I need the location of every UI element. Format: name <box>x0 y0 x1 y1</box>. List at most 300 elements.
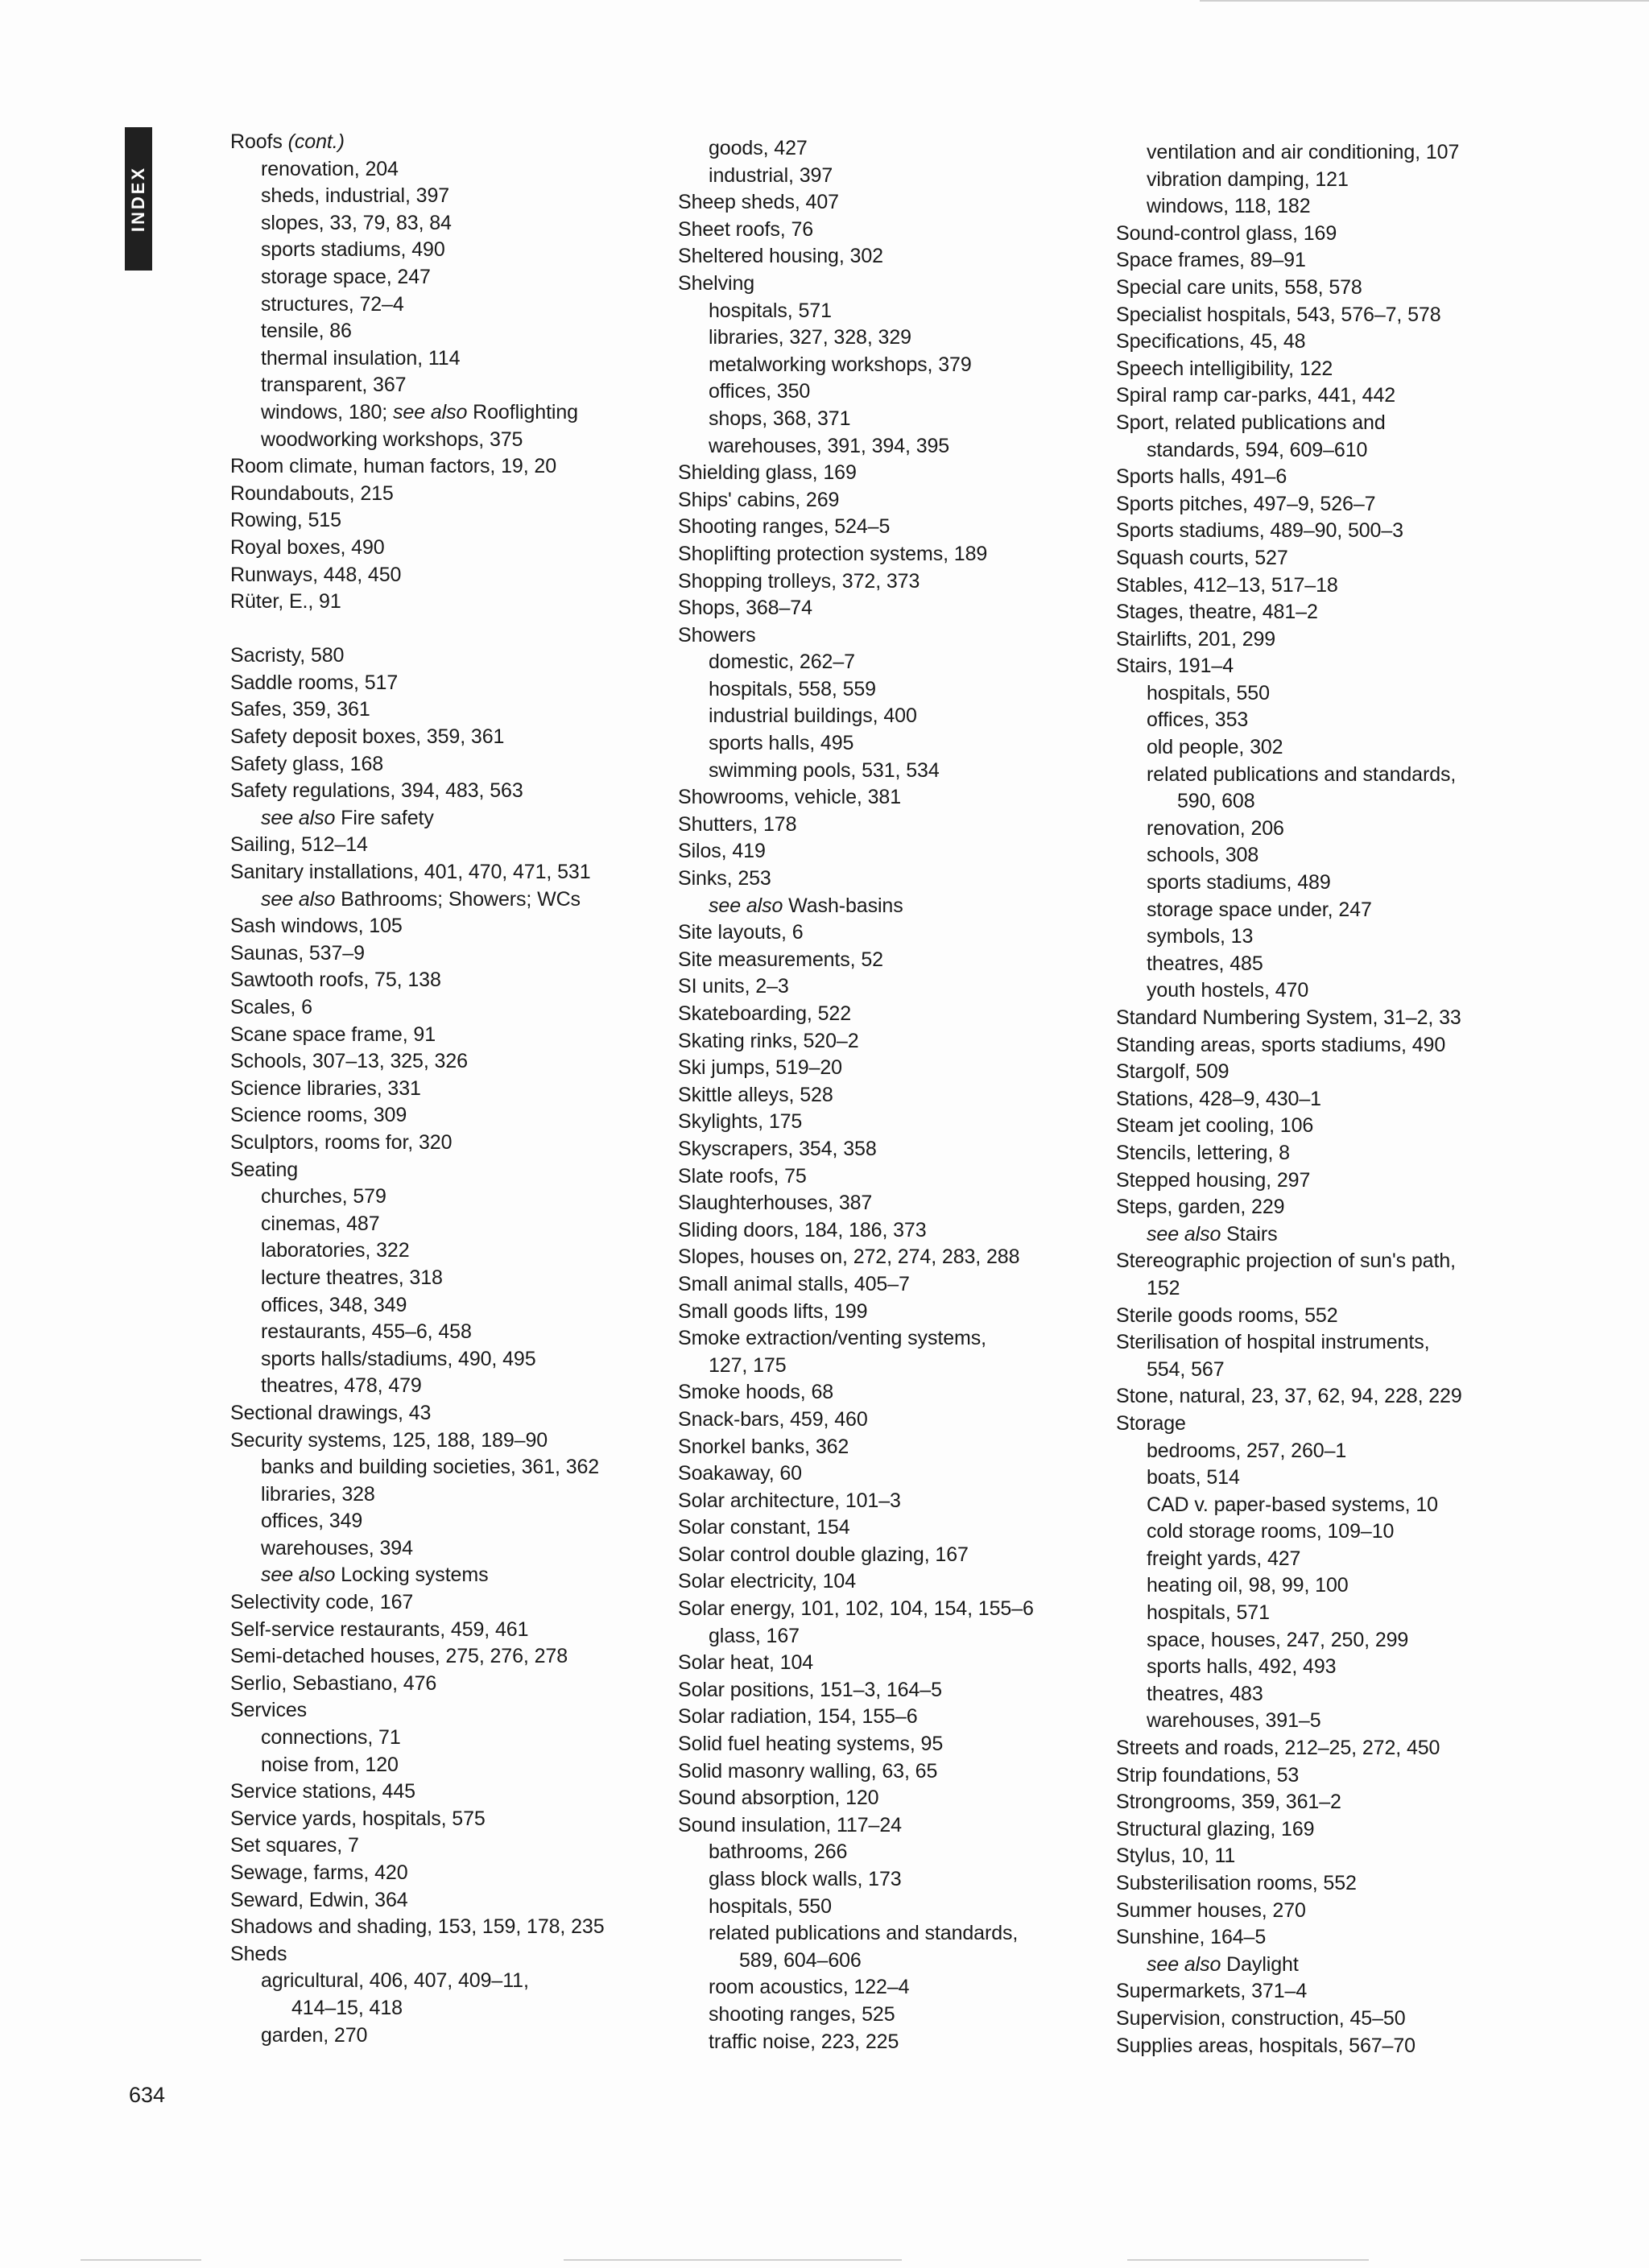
index-subentry <box>230 1346 665 1374</box>
index-heading <box>678 919 1113 947</box>
index-heading <box>678 812 1113 839</box>
index-entry-text: Squash courts, 527 <box>1116 546 1288 569</box>
index-entry-text: churches, 579 <box>261 1185 386 1208</box>
index-entry-text: Seward, Edwin, 364 <box>230 1888 408 1911</box>
index-subentry <box>678 324 1113 352</box>
index-subentry <box>1116 1952 1551 1979</box>
index-heading <box>1116 491 1551 518</box>
index-entry-text: Solar architecture, 101–3 <box>678 1489 901 1512</box>
index-heading <box>230 1102 665 1130</box>
index-entry-text: Solar heat, 104 <box>678 1651 814 1675</box>
index-entry-text: offices, 348, 349 <box>261 1293 407 1316</box>
index-entry-text: Shopping trolleys, 372, 373 <box>678 569 920 593</box>
index-entry-text: 127, 175 <box>709 1353 787 1377</box>
index-entry-text: swimming pools, 531, 534 <box>709 758 940 782</box>
index-entry-text: Solar electricity, 104 <box>678 1570 857 1593</box>
index-entry-text: 414–15, 418 <box>291 1996 403 2019</box>
index-entry-text: metalworking workshops, 379 <box>709 353 972 376</box>
index-entry-text: Shutters, 178 <box>678 812 797 836</box>
index-entry-text: Stairs, 191–4 <box>1116 655 1234 678</box>
index-heading <box>1116 1735 1551 1762</box>
index-entry-text: Sewage, farms, 420 <box>230 1861 408 1884</box>
index-heading <box>230 1832 665 1860</box>
index-subentry <box>230 291 665 319</box>
index-entry-text: Slaughterhouses, 387 <box>678 1192 873 1215</box>
index-subentry <box>1116 816 1551 843</box>
index-entry-text: Steps, garden, 229 <box>1116 1196 1285 1219</box>
index-subentry <box>230 264 665 291</box>
index-heading <box>678 1244 1113 1271</box>
index-entry-text: Space frames, 89–91 <box>1116 249 1306 272</box>
index-entry-text: Sheet roofs, 76 <box>678 217 814 241</box>
index-heading <box>678 1568 1113 1596</box>
index-entry-text: CAD v. paper-based systems, 10 <box>1147 1493 1438 1516</box>
index-subentry <box>1116 734 1551 762</box>
index-entry-text: Selectivity code, 167 <box>230 1591 414 1614</box>
index-entry-text: Seating <box>230 1158 299 1181</box>
index-entry-text: noise from, 120 <box>261 1753 399 1776</box>
index-subentry <box>678 1920 1113 1948</box>
index-heading <box>1116 1248 1551 1275</box>
index-entry-text: windows, 180; <box>261 400 393 423</box>
index-entry-text: Stables, 412–13, 517–18 <box>1116 573 1338 597</box>
index-heading <box>1116 410 1551 437</box>
index-entry-text: banks and building societies, 361, 362 <box>261 1456 600 1479</box>
index-heading <box>678 1299 1113 1326</box>
index-entry-text: schools, 308 <box>1147 844 1259 867</box>
index-heading <box>1116 1789 1551 1816</box>
index-heading <box>230 1400 665 1427</box>
index-subentry <box>678 1974 1113 2002</box>
index-heading <box>678 1677 1113 1704</box>
index-subentry <box>1116 897 1551 924</box>
index-subentry <box>1116 870 1551 897</box>
index-heading <box>1116 518 1551 545</box>
index-entry-text: Substerilisation rooms, 552 <box>1116 1872 1357 1894</box>
index-subentry <box>230 1373 665 1400</box>
index-heading <box>1116 1843 1551 1870</box>
index-entry-text: Sanitary installations, 401, 470, 471, 531 <box>230 861 591 884</box>
index-entry-text: warehouses, 394 <box>261 1536 413 1560</box>
index-subentry <box>678 758 1113 785</box>
index-heading <box>678 487 1113 514</box>
index-heading <box>1116 626 1551 654</box>
index-heading <box>678 1460 1113 1488</box>
index-subentry <box>1116 1492 1551 1519</box>
index-entry-text: Safes, 359, 361 <box>230 698 370 721</box>
index-entry-text: Skylights, 175 <box>678 1110 803 1134</box>
index-heading <box>230 1617 665 1644</box>
index-subentry <box>230 210 665 238</box>
index-heading <box>230 642 665 670</box>
index-entry-text: Safety regulations, 394, 483, 563 <box>230 779 523 803</box>
index-entry-text: Services <box>230 1699 308 1722</box>
index-entry-text: Stereographic projection of sun's path, <box>1116 1250 1456 1273</box>
index-heading <box>1116 382 1551 410</box>
index-entry-text: slopes, 33, 79, 83, 84 <box>261 211 452 234</box>
index-subentry <box>230 1725 665 1752</box>
index-entry-text: sports stadiums, 490 <box>261 238 445 262</box>
index-entry-text: Skateboarding, 522 <box>678 1002 852 1025</box>
index-entry-text: Sectional drawings, 43 <box>230 1401 432 1424</box>
index-entry-text: standards, 594, 609–610 <box>1147 438 1368 461</box>
index-entry-text: Scane space frame, 91 <box>230 1022 436 1046</box>
index-subentry <box>1116 707 1551 734</box>
index-entry-text: Strongrooms, 359, 361–2 <box>1116 1791 1341 1814</box>
index-entry-text: restaurants, 455–6, 458 <box>261 1320 472 1344</box>
index-entry-text: Smoke hoods, 68 <box>678 1381 834 1404</box>
index-column-2 <box>678 135 1113 2055</box>
index-heading <box>678 838 1113 865</box>
index-heading <box>1116 328 1551 356</box>
index-heading <box>1116 275 1551 302</box>
index-entry-text: Royal boxes, 490 <box>230 535 385 559</box>
index-entry-text: SI units, 2–3 <box>678 975 789 998</box>
index-entry-text: freight yards, 427 <box>1147 1547 1301 1570</box>
index-entry-text: youth hostels, 470 <box>1147 979 1309 1002</box>
index-entry-text: shops, 368, 371 <box>709 407 851 430</box>
index-entry-text: Speech intelligibility, 122 <box>1116 357 1333 380</box>
index-subentry <box>230 2022 665 2050</box>
index-entry-text: old people, 302 <box>1147 736 1283 759</box>
index-heading <box>1116 1032 1551 1060</box>
index-entry-text: boats, 514 <box>1147 1466 1240 1489</box>
index-entry-text: offices, 350 <box>709 380 811 403</box>
index-entry-text: Sport, related publications and <box>1116 411 1386 434</box>
index-heading <box>230 1048 665 1076</box>
index-entry-text: Snack-bars, 459, 460 <box>678 1407 868 1431</box>
index-heading <box>678 514 1113 541</box>
index-subentry <box>1116 951 1551 978</box>
index-entry-text: industrial, 397 <box>709 163 833 187</box>
index-entry-text: Solid fuel heating systems, 95 <box>678 1733 944 1756</box>
index-heading <box>230 1887 665 1915</box>
index-entry-text: Sound insulation, 117–24 <box>678 1813 902 1836</box>
index-subentry <box>678 1866 1113 1894</box>
index-entry-text: Shooting ranges, 524–5 <box>678 515 891 539</box>
index-entry-text: storage space, 247 <box>261 265 431 288</box>
index-entry-text: see also <box>392 400 468 423</box>
index-subentry <box>230 1562 665 1589</box>
index-entry-text: Stencils, lettering, 8 <box>1116 1141 1290 1164</box>
index-entry-text: related publications and standards, <box>709 1922 1019 1945</box>
index-heading <box>1116 1140 1551 1167</box>
index-entry-text: Rowing, 515 <box>230 509 341 532</box>
index-subentry <box>1116 1464 1551 1492</box>
index-heading <box>1116 599 1551 626</box>
index-heading <box>230 1671 665 1698</box>
index-heading <box>678 1217 1113 1245</box>
index-entry-text: Sunshine, 164–5 <box>1116 1926 1267 1949</box>
index-heading <box>230 129 665 156</box>
bottom-edge-mark <box>81 2259 201 2261</box>
index-heading <box>230 913 665 940</box>
index-entry-text: Shadows and shading, 153, 159, 178, 235 <box>230 1915 605 1939</box>
index-heading <box>678 595 1113 622</box>
index-entry-text: Self-service restaurants, 459, 461 <box>230 1617 529 1641</box>
index-subentry <box>1116 437 1551 465</box>
index-entry-text: Site measurements, 52 <box>678 948 883 971</box>
index-heading <box>230 1427 665 1455</box>
index-entry-text: Site layouts, 6 <box>678 921 804 944</box>
index-subentry <box>230 1752 665 1779</box>
index-entry-text: domestic, 262–7 <box>709 651 855 674</box>
index-heading <box>230 778 665 805</box>
index-subentry <box>678 1839 1113 1866</box>
index-heading <box>678 947 1113 974</box>
index-subentry <box>678 1948 1113 1975</box>
index-heading <box>1116 545 1551 572</box>
index-heading <box>678 1596 1113 1623</box>
index-entry-text: Serlio, Sebastiano, 476 <box>230 1671 437 1695</box>
index-entry-text: Security systems, 125, 188, 189–90 <box>230 1428 548 1452</box>
index-heading <box>678 460 1113 487</box>
index-entry-text: structures, 72–4 <box>261 292 404 316</box>
index-entry-text: (cont.) <box>287 130 345 153</box>
index-entry-text: Snorkel banks, 362 <box>678 1435 849 1458</box>
index-heading <box>678 568 1113 596</box>
index-entry-text: Solar constant, 154 <box>678 1516 850 1539</box>
index-entry-text: Set squares, 7 <box>230 1834 359 1857</box>
index-entry-text: lecture theatres, 318 <box>261 1266 443 1289</box>
index-heading <box>230 859 665 886</box>
index-entry-text: warehouses, 391, 394, 395 <box>709 434 950 457</box>
index-entry-text: Skyscrapers, 354, 358 <box>678 1137 877 1160</box>
index-entry-text: Showers <box>678 623 756 647</box>
index-heading <box>678 1785 1113 1812</box>
index-subentry <box>1116 1572 1551 1600</box>
index-heading <box>1116 1762 1551 1790</box>
page-number: 634 <box>129 2083 166 2107</box>
index-entry-text: connections, 71 <box>261 1726 401 1750</box>
index-heading <box>230 1157 665 1184</box>
index-heading <box>678 1190 1113 1217</box>
index-heading <box>230 967 665 994</box>
index-entry-text: see also <box>261 806 336 829</box>
index-heading <box>230 589 665 616</box>
index-entry-text: see also <box>709 894 783 917</box>
index-subentry <box>230 886 665 914</box>
index-entry-text: Stargolf, 509 <box>1116 1060 1230 1084</box>
index-heading <box>678 1271 1113 1299</box>
index-entry-text: bathrooms, 266 <box>709 1840 848 1864</box>
index-subentry <box>1116 1654 1551 1681</box>
index-subentry <box>1116 1518 1551 1546</box>
index-entry-text: Service stations, 445 <box>230 1780 415 1803</box>
index-entry-text: Stairs <box>1221 1222 1278 1246</box>
index-entry-text: Wash-basins <box>783 894 903 917</box>
index-entry-text: Shielding glass, 169 <box>678 461 857 485</box>
index-entry-text: Sports halls, 491–6 <box>1116 465 1287 489</box>
index-entry-text: Strip foundations, 53 <box>1116 1763 1300 1787</box>
index-subentry <box>230 1184 665 1211</box>
index-entry-text: Special care units, 558, 578 <box>1116 275 1362 299</box>
index-heading <box>1116 1303 1551 1330</box>
index-entry-text: Solar energy, 101, 102, 104, 154, 155–6 <box>678 1597 1034 1621</box>
index-column-1 <box>230 129 665 2049</box>
index-entry-text: Saunas, 537–9 <box>230 941 365 965</box>
index-entry-text: room acoustics, 122–4 <box>709 1976 910 1999</box>
index-heading <box>230 751 665 779</box>
index-heading <box>1116 356 1551 383</box>
index-heading <box>1116 1194 1551 1221</box>
index-entry-text: Solid masonry walling, 63, 65 <box>678 1759 938 1783</box>
index-heading <box>1116 1383 1551 1411</box>
index-heading <box>678 622 1113 650</box>
index-heading <box>230 724 665 751</box>
index-entry-text: 152 <box>1147 1276 1180 1299</box>
index-heading <box>678 1163 1113 1191</box>
index-entry-text: hospitals, 558, 559 <box>709 677 876 700</box>
index-entry-text: see also <box>1147 1222 1221 1246</box>
index-heading <box>230 670 665 697</box>
index-entry-text: Supplies areas, hospitals, 567–70 <box>1116 2034 1415 2057</box>
index-subentry <box>678 2002 1113 2029</box>
index-entry-text: shooting ranges, 525 <box>709 2002 895 2026</box>
index-subentry <box>678 893 1113 920</box>
index-entry-text: Daylight <box>1221 1952 1299 1976</box>
index-heading <box>230 507 665 535</box>
index-heading <box>1116 572 1551 600</box>
index-entry-text: Schools, 307–13, 325, 326 <box>230 1050 468 1073</box>
index-subentry <box>230 156 665 184</box>
index-heading <box>230 1130 665 1157</box>
index-subentry <box>678 163 1113 190</box>
index-entry-text: Sash windows, 105 <box>230 915 403 938</box>
index-heading <box>1116 1113 1551 1140</box>
index-entry-text: storage space under, 247 <box>1147 898 1372 921</box>
index-entry-text: Safety deposit boxes, 359, 361 <box>230 725 505 749</box>
index-entry-text: ventilation and air conditioning, 107 <box>1147 141 1460 163</box>
index-entry-text: 589, 604–606 <box>739 1948 862 1972</box>
index-heading <box>678 1812 1113 1840</box>
index-entry-text: Solar control double glazing, 167 <box>678 1543 969 1566</box>
index-subentry <box>1116 1600 1551 1627</box>
index-subentry <box>1116 1681 1551 1708</box>
index-heading <box>1116 247 1551 275</box>
index-entry-text: offices, 353 <box>1147 708 1249 732</box>
index-subentry <box>230 1454 665 1481</box>
index-subentry <box>678 1894 1113 1921</box>
index-entry-text: sheds, industrial, 397 <box>261 184 450 208</box>
index-entry-text: Locking systems <box>335 1564 489 1587</box>
index-heading <box>230 1914 665 1941</box>
index-entry-text: vibration damping, 121 <box>1147 167 1349 191</box>
index-heading <box>1116 464 1551 491</box>
index-subentry <box>230 1292 665 1320</box>
index-entry-text: Summer houses, 270 <box>1116 1898 1306 1922</box>
index-heading <box>1116 2033 1551 2060</box>
index-entry-text: Solar radiation, 154, 155–6 <box>678 1705 918 1729</box>
index-entry-text: Sheds <box>230 1942 287 1965</box>
top-rule <box>1200 0 1649 2</box>
index-heading <box>678 1082 1113 1109</box>
index-entry-text: symbols, 13 <box>1147 925 1254 948</box>
index-subentry <box>678 676 1113 704</box>
index-entry-text: Roofs <box>230 130 288 153</box>
index-entry-text: Storage <box>1116 1411 1186 1435</box>
index-subentry <box>1116 1546 1551 1573</box>
index-entry-text: Showrooms, vehicle, 381 <box>678 786 902 809</box>
index-entry-text: Sliding doors, 184, 186, 373 <box>678 1218 927 1241</box>
index-subentry <box>230 1211 665 1238</box>
index-entry-text: Room climate, human factors, 19, 20 <box>230 455 557 478</box>
index-heading <box>1116 1005 1551 1032</box>
index-entry-text: Ski jumps, 519–20 <box>678 1056 842 1080</box>
index-subentry <box>1116 977 1551 1005</box>
index-heading <box>230 453 665 481</box>
index-heading <box>230 994 665 1022</box>
index-heading <box>678 1379 1113 1407</box>
index-subentry <box>230 1319 665 1346</box>
index-subentry <box>230 1481 665 1509</box>
index-entry-text: Stations, 428–9, 430–1 <box>1116 1087 1321 1110</box>
index-heading <box>678 1028 1113 1056</box>
index-entry-text: Fire safety <box>335 806 434 829</box>
index-heading <box>1116 1329 1551 1357</box>
index-subentry <box>678 2029 1113 2056</box>
index-heading <box>678 1109 1113 1136</box>
index-entry-text: Supermarkets, 371–4 <box>1116 1980 1308 2003</box>
index-subentry <box>1116 1357 1551 1384</box>
index-entry-text: thermal insulation, 114 <box>261 346 461 370</box>
index-heading <box>678 1731 1113 1758</box>
index-entry-text: libraries, 327, 328, 329 <box>709 326 911 349</box>
index-heading <box>678 243 1113 271</box>
index-entry-text: Silos, 419 <box>678 840 766 863</box>
index-entry-text: heating oil, 98, 99, 100 <box>1147 1574 1349 1597</box>
index-heading <box>678 189 1113 217</box>
index-entry-text: Bathrooms; Showers; WCs <box>335 887 581 911</box>
index-entry-text: Skating rinks, 520–2 <box>678 1029 859 1052</box>
index-heading <box>1116 1411 1551 1438</box>
index-entry-text: Sports pitches, 497–9, 526–7 <box>1116 492 1376 515</box>
index-entry-text: Safety glass, 168 <box>230 752 384 775</box>
index-entry-text: sports halls, 492, 493 <box>1147 1655 1337 1679</box>
index-subentry <box>1116 167 1551 194</box>
index-subentry <box>230 1265 665 1292</box>
index-subentry <box>230 427 665 454</box>
index-entry-text: hospitals, 550 <box>1147 681 1270 704</box>
index-subentry <box>230 372 665 399</box>
index-entry-text: Soakaway, 60 <box>678 1462 802 1485</box>
index-entry-text: Sculptors, rooms for, 320 <box>230 1130 453 1154</box>
index-heading <box>230 562 665 589</box>
index-entry-text: Standard Numbering System, 31–2, 33 <box>1116 1006 1461 1029</box>
index-subentry <box>1116 1221 1551 1249</box>
index-heading <box>678 1488 1113 1515</box>
index-entry-text: Saddle rooms, 517 <box>230 671 399 694</box>
index-entry-text: 554, 567 <box>1147 1357 1225 1381</box>
index-entry-text: hospitals, 571 <box>709 299 832 322</box>
index-heading <box>230 832 665 859</box>
index-heading <box>678 1055 1113 1082</box>
index-heading <box>1116 1059 1551 1086</box>
index-subentry <box>1116 842 1551 870</box>
index-entry-text: Slate roofs, 75 <box>678 1164 807 1188</box>
index-entry-text: renovation, 204 <box>261 157 399 180</box>
index-entry-text: Skittle alleys, 528 <box>678 1083 833 1106</box>
index-subentry <box>1116 923 1551 951</box>
index-heading <box>1116 2006 1551 2033</box>
index-subentry <box>1116 139 1551 167</box>
index-entry-text: Stairlifts, 201, 299 <box>1116 627 1276 651</box>
index-subentry <box>678 135 1113 163</box>
index-entry-text: Sheltered housing, 302 <box>678 245 883 268</box>
index-entry-text: Semi-detached houses, 275, 276, 278 <box>230 1645 568 1668</box>
index-heading <box>678 1514 1113 1542</box>
index-entry-text: cold storage rooms, 109–10 <box>1147 1520 1395 1543</box>
